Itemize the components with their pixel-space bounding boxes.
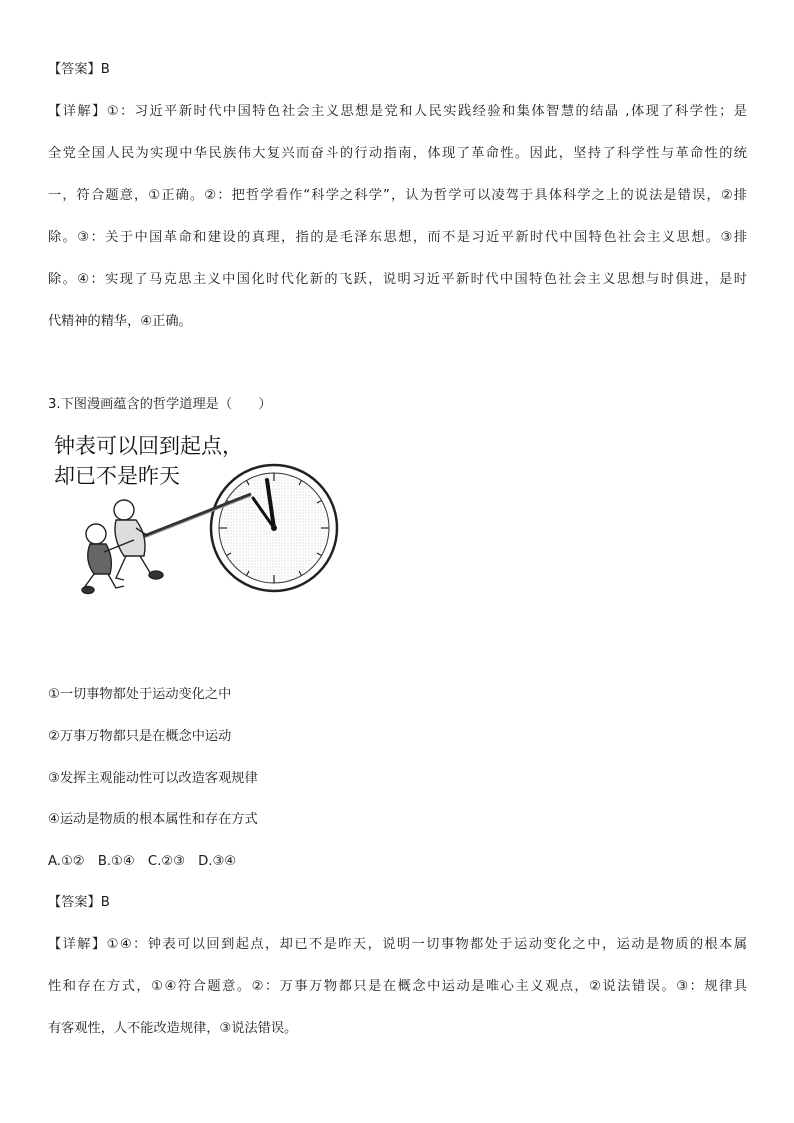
detail-1-line: 除。③：关于中国革命和建设的真理，指的是毛泽东思想，而不是习近平新时代中国特色社会主义思想。③排 [48, 230, 747, 245]
detail-2-line: 性和存在方式，①④符合题意。②：万事万物都只是在概念中运动是唯心主义观点，②说法错误。③：规律具 [48, 979, 747, 994]
option-4: ④运动是物质的根本属性和存在方式 [48, 812, 258, 827]
detail-1-line: 全党全国人民为实现中华民族伟大复兴而奋斗的行动指南，体现了革命性。因此，坚持了科学性与革命性的统 [48, 146, 747, 161]
clock-icon [211, 465, 337, 591]
comic-illustration [44, 428, 344, 598]
comic-caption-line-2: 却已不是昨天 [54, 464, 180, 488]
detail-1-line: 【详解】①：习近平新时代中国特色社会主义思想是党和人民实践经验和集体智慧的结晶 ,体现了科学性；是 [48, 104, 747, 119]
answer-2: 【答案】B [48, 895, 110, 910]
comic-caption-line-1: 钟表可以回到起点， [54, 434, 243, 458]
answer-1: 【答案】B [48, 62, 110, 77]
person-back-icon [114, 500, 163, 580]
option-3: ③发挥主观能动性可以改造客观规律 [48, 771, 258, 786]
detail-2-line: 【详解】①④：钟表可以回到起点，却已不是昨天，说明一切事物都处于运动变化之中，运动是物质的根本属 [48, 937, 747, 952]
answer-choices: A.①② B.①④ C.②③ D.③④ [48, 854, 237, 869]
option-1: ①一切事物都处于运动变化之中 [48, 687, 232, 702]
detail-1-line: 代精神的精华，④正确。 [48, 314, 192, 329]
detail-1-line: 一，符合题意，①正确。②：把哲学看作“科学之科学”，认为哲学可以凌驾于具体科学之上的说法是错误，②排 [48, 188, 747, 203]
question-3: 3.下图漫画蕴含的哲学道理是（ ） [48, 397, 272, 412]
detail-1-line: 除。④：实现了马克思主义中国化时代化新的飞跃，说明习近平新时代中国特色社会主义思想与时俱进，是时 [48, 272, 747, 287]
detail-2-line: 有客观性，人不能改造规律，③说法错误。 [48, 1021, 298, 1036]
option-2: ②万事万物都只是在概念中运动 [48, 729, 232, 744]
comic-drawing [44, 428, 344, 598]
